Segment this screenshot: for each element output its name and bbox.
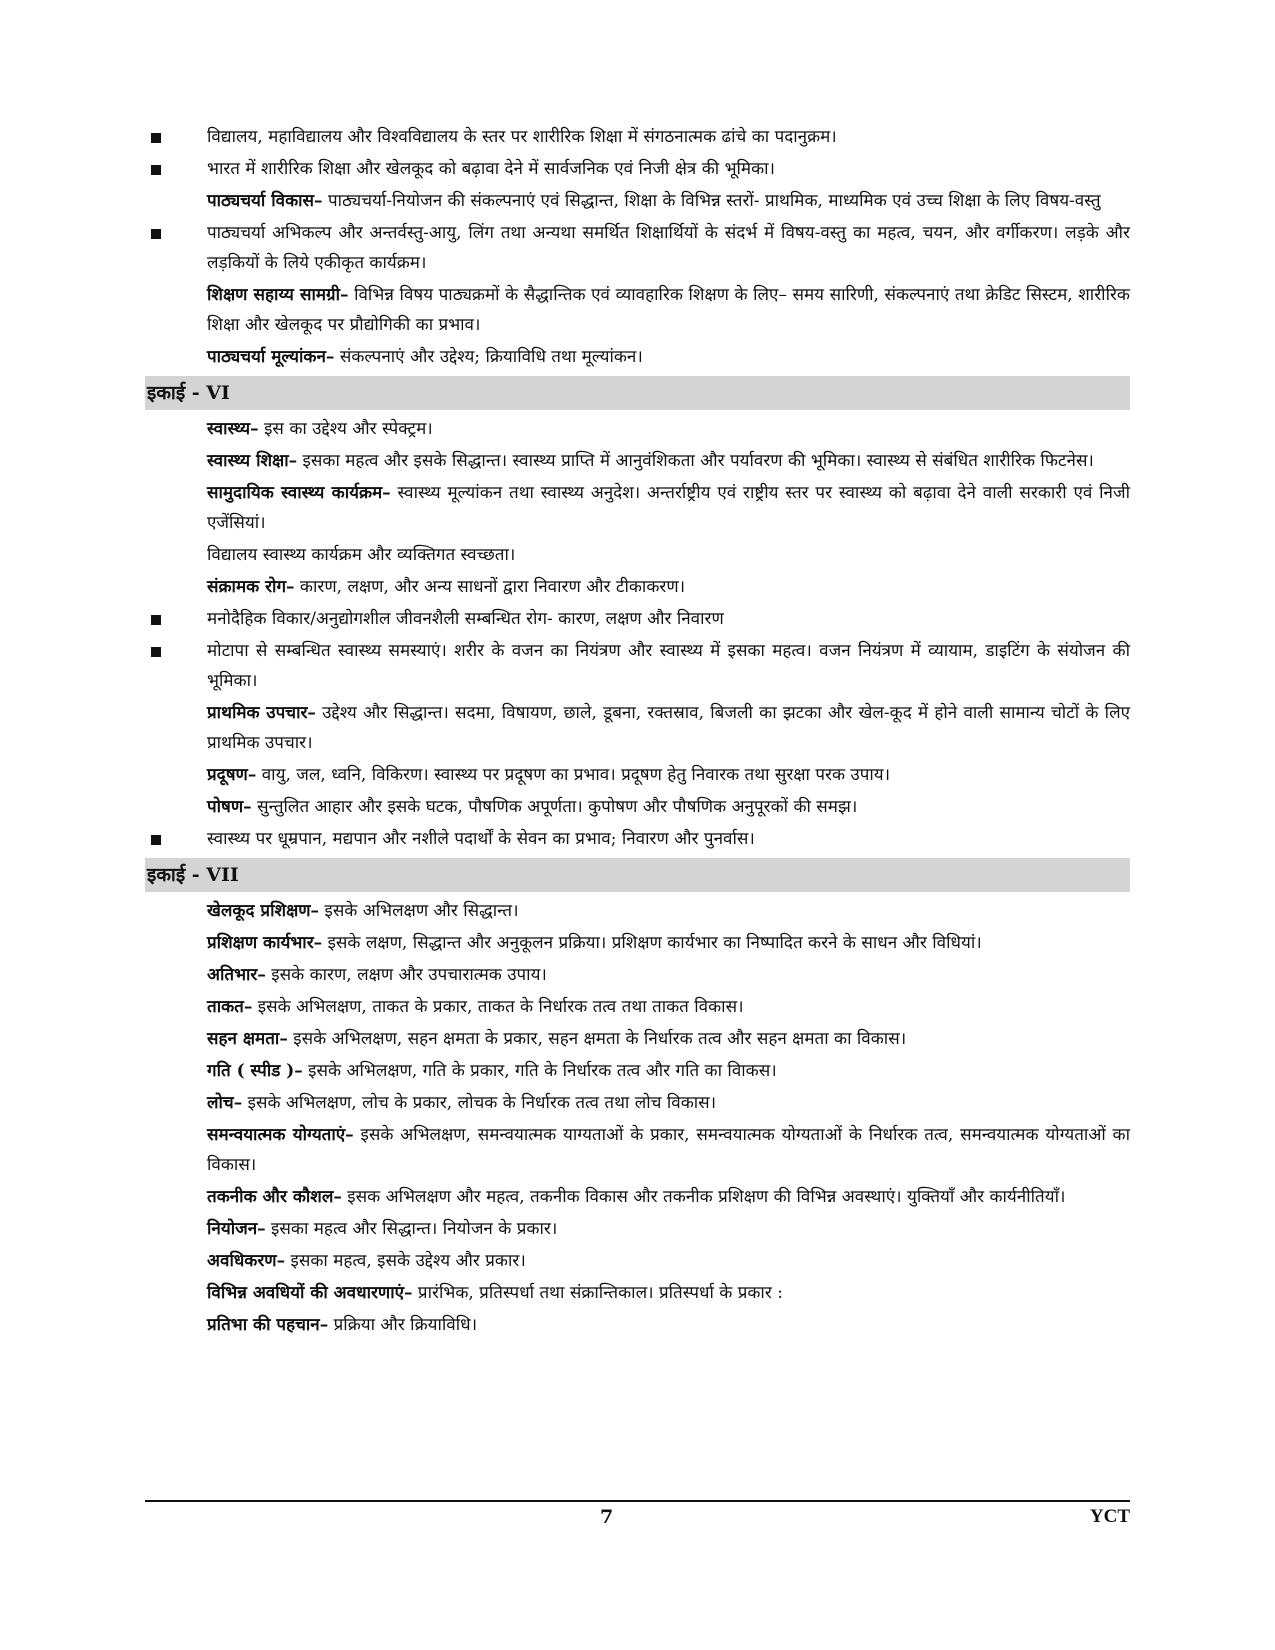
item-description: इसके अभिलक्षण, गति के प्रकार, गति के निर्धारक तत्व और गति का विाकस। <box>302 1061 777 1081</box>
item-text <box>207 122 1130 152</box>
item-text <box>207 154 1130 184</box>
item-description: मोटापा से सम्बन्धित स्वास्थ्य समस्याएं। शरीर के वजन का नियंत्रण और स्वास्थ्य में इसका महत्व। वजन नियंत्रण में व्यायाम, डाइटिंग के संयोजन की भूमिका। <box>207 641 1130 691</box>
item-description: विद्यालय स्वास्थ्य कार्यक्रम और व्यक्तिगत स्वच्छता। <box>207 545 516 565</box>
list-item <box>145 992 1130 1022</box>
bullet-column <box>145 1246 207 1276</box>
item-term: लोच– <box>207 1093 243 1113</box>
list-item <box>145 572 1130 602</box>
item-text <box>207 186 1130 216</box>
bullet-column <box>145 446 207 476</box>
item-description: भारत में शारीरिक शिक्षा और खेलकूद को बढ़ावा देने में सार्वजनिक एवं निजी क्षेत्र की भूमिका। <box>207 159 776 179</box>
unit-vii-label: इकाई - <box>147 864 207 886</box>
bullet-column <box>145 698 207 758</box>
square-bullet-icon <box>151 615 161 625</box>
square-bullet-icon <box>151 647 161 657</box>
item-text <box>207 280 1130 340</box>
unit-vii-list <box>145 896 1130 1340</box>
bullet-column <box>145 122 207 152</box>
item-description: इसका महत्व, इसके उद्देश्य और प्रकार। <box>285 1251 526 1271</box>
item-text <box>207 1278 1130 1308</box>
item-term: पाठ्यचर्या मूल्यांकन– <box>207 347 335 367</box>
list-item <box>145 792 1130 822</box>
list-item <box>145 342 1130 372</box>
item-text <box>207 928 1130 958</box>
bullet-column <box>145 824 207 854</box>
item-term: विभिन्न अवधियों की अवधारणाएं– <box>207 1283 413 1303</box>
item-text <box>207 604 1130 634</box>
item-text <box>207 760 1130 790</box>
list-item <box>145 1182 1130 1212</box>
list-item <box>145 1310 1130 1340</box>
bullet-column <box>145 636 207 696</box>
item-text <box>207 1088 1130 1118</box>
list-item <box>145 760 1130 790</box>
list-item <box>145 1088 1130 1118</box>
item-description: इसके अभिलक्षण, ताकत के प्रकार, ताकत के निर्धारक तत्व तथा ताकत विकास। <box>252 997 744 1017</box>
bullet-column <box>145 414 207 444</box>
item-description: उद्देश्य और सिद्धान्त। सदमा, विषायण, छाले, डूबना, रक्तस्राव, बिजली का झटका और खेल-कूद में होने वाली सामान्य चोटों के लिए प्राथमिक उपचार। <box>207 703 1131 753</box>
item-description: इसके अभिलक्षण और सिद्धान्त। <box>319 901 519 921</box>
list-item <box>145 604 1130 634</box>
bullet-column <box>145 186 207 216</box>
item-text <box>207 824 1130 854</box>
list-item <box>145 186 1130 216</box>
item-term: पाठ्यचर्या विकास– <box>207 191 323 211</box>
item-text <box>207 478 1130 538</box>
square-bullet-icon <box>151 835 161 845</box>
item-description: इसके कारण, लक्षण और उपचारात्मक उपाय। <box>265 965 547 985</box>
list-item <box>145 636 1130 696</box>
item-term: प्रशिक्षण कार्यभार– <box>207 933 323 953</box>
list-item <box>145 446 1130 476</box>
item-text <box>207 1024 1130 1054</box>
item-description: इसका महत्व और इसके सिद्धान्त। स्वास्थ्य प्राप्ति में आनुवंशिकता और पर्यावरण की भूमिका। स्वास्थ्य से संबंधित शारीरिक फिटनेस। <box>297 451 1094 471</box>
item-text <box>207 218 1130 278</box>
item-description: इसके अभिलक्षण, सहन क्षमता के प्रकार, सहन क्षमता के निर्धारक तत्व और सहन क्षमता का विकास। <box>287 1029 907 1049</box>
item-term: अवधिकरण– <box>207 1251 286 1271</box>
item-term: सहन क्षमता– <box>207 1029 288 1049</box>
item-description: पाठ्यचर्या-नियोजन की संकल्पनाएं एवं सिद्धान्त, शिक्षा के विभिन्न स्तरों- प्राथमिक, माध्यमिक एवं उच्च शिक्षा के लिए विषय-वस्तु <box>322 191 1101 211</box>
item-term: तकनीक और कौशल– <box>207 1187 342 1207</box>
bullet-column <box>145 342 207 372</box>
bullet-column <box>145 1182 207 1212</box>
item-description: इसके लक्षण, सिद्धान्त और अनुकूलन प्रक्रिया। प्रशिक्षण कार्यभार का निष्पादित करने के साधन और विधियां। <box>322 933 982 953</box>
item-description: इसका महत्व और सिद्धान्त। नियोजन के प्रकार। <box>265 1219 558 1239</box>
footer-rule <box>145 1500 1130 1502</box>
bullet-column <box>145 1088 207 1118</box>
square-bullet-icon <box>151 165 161 175</box>
list-item <box>145 1120 1130 1180</box>
section-v-list <box>145 122 1130 372</box>
list-item <box>145 1024 1130 1054</box>
unit-vii-heading <box>145 858 1130 892</box>
item-term: प्रदूषण– <box>207 765 257 785</box>
item-text <box>207 1214 1130 1244</box>
item-text <box>207 992 1130 1022</box>
square-bullet-icon <box>151 133 161 143</box>
bullet-column <box>145 1056 207 1086</box>
unit-vii-number: VII <box>206 864 239 886</box>
list-item <box>145 540 1130 570</box>
list-item <box>145 960 1130 990</box>
item-text <box>207 1310 1130 1340</box>
unit-vi-label: इकाई - <box>147 382 207 404</box>
list-item <box>145 928 1130 958</box>
unit-vi-number: VI <box>206 382 230 404</box>
page-number: 7 <box>600 1506 614 1528</box>
bullet-column <box>145 280 207 340</box>
item-description: इसक अभिलक्षण और महत्व, तकनीक विकास और तकनीक प्रशिक्षण की विभिन्न अवस्थाएं। युक्तियाँ और कार्यनीतियाँ। <box>341 1187 1066 1207</box>
item-term: स्वास्थ्य– <box>207 419 259 439</box>
document-page <box>145 122 1130 1342</box>
bullet-column <box>145 604 207 634</box>
bullet-column <box>145 792 207 822</box>
item-description: विद्यालय, महाविद्यालय और विश्वविद्यालय के स्तर पर शारीरिक शिक्षा में संगठनात्मक ढांचे का पदानुक्रम। <box>207 127 837 147</box>
item-term: समन्वयात्मक योग्यताएं– <box>207 1125 354 1145</box>
item-text <box>207 636 1130 696</box>
item-text <box>207 1056 1130 1086</box>
item-term: पोषण– <box>207 797 252 817</box>
bullet-column <box>145 1024 207 1054</box>
item-term: खेलकूद प्रशिक्षण– <box>207 901 320 921</box>
bullet-column <box>145 896 207 926</box>
bullet-column <box>145 760 207 790</box>
item-description: इसके अभिलक्षण, समन्वयात्मक याग्यताओं के प्रकार, समन्वयात्मक योग्यताओं के निर्धारक तत्व, समन्वयात्मक योग्यताओं का विकास। <box>207 1125 1130 1175</box>
list-item <box>145 122 1130 152</box>
item-text <box>207 1246 1130 1276</box>
list-item <box>145 1246 1130 1276</box>
item-text <box>207 1182 1130 1212</box>
bullet-column <box>145 1310 207 1340</box>
item-text <box>207 342 1130 372</box>
item-term: संक्रामक रोग– <box>207 577 295 597</box>
item-description: प्रक्रिया और क्रियाविधि। <box>328 1315 478 1335</box>
item-description: स्वास्थ्य मूल्यांकन तथा स्वास्थ्य अनुदेश। अन्तर्राष्ट्रीय एवं राष्ट्रीय स्तर पर स्वास्थ्य को बढ़ावा देने वाली सरकारी एवं निजी एजेंसियां। <box>207 483 1130 533</box>
bullet-column <box>145 1120 207 1180</box>
item-description: वायु, जल, ध्वनि, विकिरण। स्वास्थ्य पर प्रदूषण का प्रभाव। प्रदूषण हेतु निवारक तथा सुरक्षा परक उपाय। <box>256 765 891 785</box>
list-item <box>145 698 1130 758</box>
bullet-column <box>145 960 207 990</box>
list-item <box>145 896 1130 926</box>
item-description: पाठ्यचर्या अभिकल्प और अन्तर्वस्तु-आयु, लिंग तथा अन्यथा समर्थित शिक्षार्थियों के संदर्भ में विषय-वस्तु का महत्व, चयन, और वर्गीकरण। लड़के और लड़कियों के लिये एकीकृत कार्यक्रम। <box>207 223 1130 273</box>
item-description: मनोदैहिक विकार/अनुद्योगशील जीवनशैली सम्बन्धित रोग- कारण, लक्षण और निवारण <box>207 609 724 629</box>
item-term: शिक्षण सहाय्य सामग्री– <box>207 285 349 305</box>
bullet-column <box>145 478 207 538</box>
item-term: ताकत– <box>207 997 253 1017</box>
square-bullet-icon <box>151 229 161 239</box>
item-description: प्रारंभिक, प्रतिस्पर्धा तथा संक्रान्तिकाल। प्रतिस्पर्धा के प्रकार : <box>412 1283 783 1303</box>
list-item <box>145 478 1130 538</box>
item-term: नियोजन– <box>207 1219 266 1239</box>
item-description: कारण, लक्षण, और अन्य साधनों द्वारा निवारण और टीकाकरण। <box>294 577 686 597</box>
item-description: सुन्तुलित आहार और इसके घटक, पौषणिक अपूर्णता। कुपोषण और पौषणिक अनुपूरकों की समझ। <box>251 797 858 817</box>
item-term: गति ( स्पीड )– <box>207 1061 303 1081</box>
list-item <box>145 218 1130 278</box>
bullet-column <box>145 540 207 570</box>
item-text <box>207 792 1130 822</box>
list-item <box>145 1278 1130 1308</box>
item-text <box>207 446 1130 476</box>
bullet-column <box>145 154 207 184</box>
item-text <box>207 896 1130 926</box>
item-text <box>207 572 1130 602</box>
item-description: इसके अभिलक्षण, लोच के प्रकार, लोचक के निर्धारक तत्व तथा लोच विकास। <box>242 1093 717 1113</box>
item-term: सामुदायिक स्वास्थ्य कार्यक्रम– <box>207 483 391 503</box>
list-item <box>145 1214 1130 1244</box>
item-description: विभिन्न विषय पाठ्यक्रमों के सैद्धान्तिक एवं व्यावहारिक शिक्षण के लिए– समय सारिणी, संकल्पनाएं तथा क्रेडिट सिस्टम, शारीरिक शिक्षा और खेलकूद पर प्रौद्योगिकी का प्रभाव। <box>207 285 1130 335</box>
bullet-column <box>145 218 207 278</box>
item-term: प्रतिभा की पहचान– <box>207 1315 329 1335</box>
item-term: प्राथमिक उपचार– <box>207 703 316 723</box>
list-item <box>145 154 1130 184</box>
bullet-column <box>145 1214 207 1244</box>
item-term: अतिभार– <box>207 965 266 985</box>
item-term: स्वास्थ्य शिक्षा– <box>207 451 298 471</box>
item-description: संकल्पनाएं और उद्देश्य; क्रियाविधि तथा मूल्यांकन। <box>334 347 643 367</box>
item-text <box>207 960 1130 990</box>
list-item <box>145 414 1130 444</box>
unit-vi-list <box>145 414 1130 854</box>
bullet-column <box>145 992 207 1022</box>
list-item <box>145 824 1130 854</box>
item-description: इस का उद्देश्य और स्पेक्ट्रम। <box>258 419 433 439</box>
item-text <box>207 414 1130 444</box>
item-text <box>207 698 1130 758</box>
item-text <box>207 1120 1130 1180</box>
bullet-column <box>145 1278 207 1308</box>
brand-label: YCT <box>1089 1506 1130 1527</box>
bullet-column <box>145 928 207 958</box>
list-item <box>145 280 1130 340</box>
bullet-column <box>145 572 207 602</box>
item-text <box>207 540 1130 570</box>
unit-vi-heading <box>145 376 1130 410</box>
item-description: स्वास्थ्य पर धूम्रपान, मद्यपान और नशीले पदार्थों के सेवन का प्रभाव; निवारण और पुनर्वास। <box>207 829 755 849</box>
list-item <box>145 1056 1130 1086</box>
